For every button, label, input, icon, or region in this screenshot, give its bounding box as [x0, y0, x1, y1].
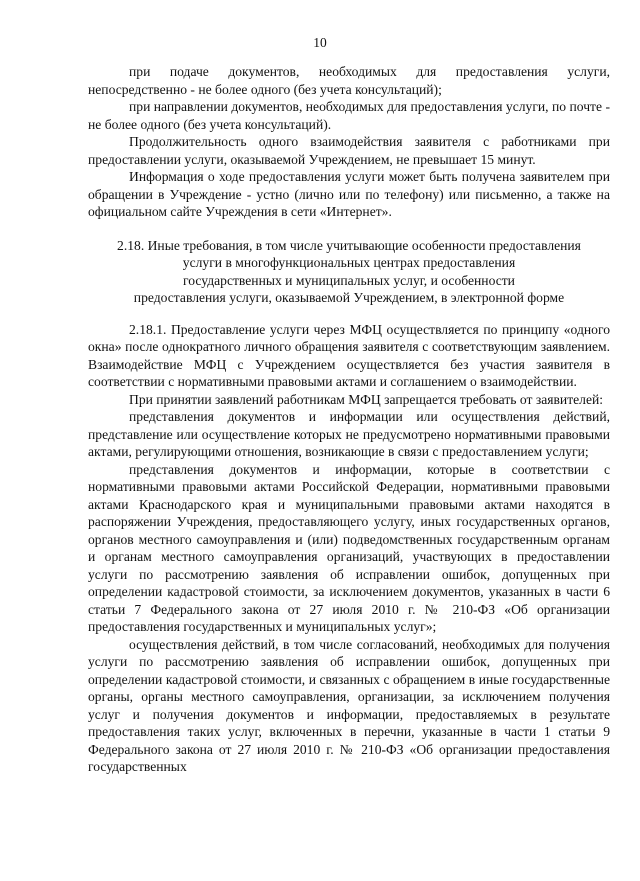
paragraph-prohibition-available-documents: представления документов и информации, которые в соответствии с нормативными правовыми актами Российской Федерации, нормативными правовыми актами Краснодарского края и муниципальными правовыми актами находятся в распоряжении Учреждения, предоставляющего услугу, иных государственных органов, органов местного самоуправления и (или) подведомственных государственным органам и органам местного самоуправления организаций, участвующих в предоставлении услуги по рассмотрению заявления об исправлении ошибок, допущенных при определении кадастровой стоимости, за исключением документов, указанных в части 6 статьи 7 Федерального закона от 27 июля 2010 г. № 210-ФЗ «Об организации предоставления государственных и муниципальных услуг»; — [88, 461, 610, 634]
section-heading-line: 2.18. Иные требования, в том числе учитывающие особенности предоставления — [117, 237, 581, 253]
section-heading-line: услуги в многофункциональных центрах предоставления — [182, 255, 516, 270]
paragraph-mfc-one-window: 2.18.1. Предоставление услуги через МФЦ осуществляется по принципу «одного окна» после однократного личного обращения заявителя с соответствующим заявлением. Взаимодействие МФЦ с Учреждением осуществляется без участия заявителя в соответствии с нормативными правовыми актами и соглашением о взаимодействии. — [88, 321, 610, 389]
paragraph-submission-by-mail: при направлении документов, необходимых для предоставления услуги, по почте - не более одного (без учета консультаций). — [88, 99, 610, 132]
section-heading-line: предоставления услуги, оказываемой Учреждением, в электронной форме — [133, 290, 565, 305]
page-number: 10 — [313, 35, 327, 50]
paragraph-interaction-duration: Продолжительность одного взаимодействия заявителя с работниками при предоставлении услуги, оказываемой Учреждением, не превышает 15 минут. — [88, 134, 610, 167]
paragraph-prohibition-approvals: осуществления действий, в том числе согласований, необходимых для получения услуги по рассмотрению заявления об исправлении ошибок, допущенных при определении кадастровой стоимости, и связанных с обращением в иные государственные органы, органы местного самоуправления, организации, за исключением получения услуг и получения документов и информации, предоставляемых в результате предоставления таких услуг, включенных в перечни, указанные в части 1 статьи 9 Федерального закона от 27 июля 2010 г. № 210-ФЗ «Об организации предоставления государственных — [88, 636, 610, 774]
section-heading-2-18 — [88, 237, 610, 307]
document-body — [88, 63, 610, 776]
paragraph-prohibition-extra-documents: представления документов и информации или осуществления действий, представление или осуществление которых не предусмотрено нормативными правовыми актами, регулирующими отношения, возникающие в связи с предоставлением услуги; — [88, 409, 610, 459]
paragraph-mfc-prohibitions-intro: При принятии заявлений работникам МФЦ запрещается требовать от заявителей: — [129, 391, 604, 407]
paragraph-progress-information: Информация о ходе предоставления услуги может быть получена заявителем при обращении в Учреждение - устно (лично или по телефону) или письменно, а также на официальном сайте Учреждения в сети «Интернет». — [88, 169, 610, 219]
section-heading-line: государственных и муниципальных услуг, и особенности — [183, 272, 515, 288]
paragraph-submission-in-person: при подаче документов, необходимых для предоставления услуги, непосредственно - не более одного (без учета консультаций); — [88, 64, 610, 97]
